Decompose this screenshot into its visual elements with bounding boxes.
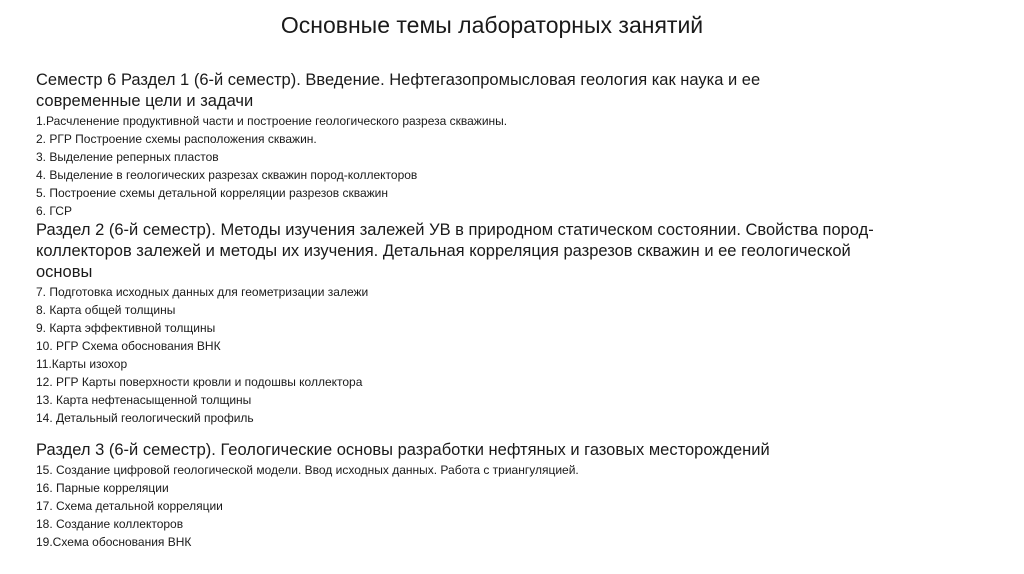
list-item: 2. РГР Построение схемы расположения скважин. — [36, 132, 317, 146]
list-item: 12. РГР Карты поверхности кровли и подошвы коллектора — [36, 375, 363, 389]
topic-list — [36, 283, 936, 427]
list-item: 6. ГСР — [36, 204, 72, 218]
list-item: 3. Выделение реперных пластов — [36, 150, 219, 164]
list-item: 14. Детальный геологический профиль — [36, 411, 254, 425]
section-heading — [36, 440, 936, 461]
list-item: 18. Создание коллекторов — [36, 517, 184, 531]
list-item: 17. Схема детальной корреляции — [36, 499, 223, 513]
section-heading — [36, 70, 936, 112]
list-item: 16. Парные корреляции — [36, 481, 169, 495]
list-item: 5. Построение схемы детальной корреляции разрезов скважин — [36, 186, 389, 200]
list-item: 11.Карты изохор — [36, 357, 128, 371]
topic-list — [36, 461, 936, 551]
list-item: 15. Создание цифровой геологической модели. Ввод исходных данных. Работа с триангуляцией. — [36, 463, 579, 477]
section-2 — [36, 220, 936, 427]
section-heading-line: Раздел 3 (6-й семестр). Геологические основы разработки нефтяных и газовых месторождений — [36, 441, 770, 459]
section-3 — [36, 440, 936, 551]
section-heading-line: Раздел 2 (6-й семестр). Методы изучения залежей УВ в природном статическом состоянии. Свойства пород- — [36, 221, 874, 239]
list-item: 19.Схема обоснования ВНК — [36, 535, 192, 549]
list-item: 4. Выделение в геологических разрезах скважин пород-коллекторов — [36, 168, 418, 182]
page-title: Основные темы лабораторных занятий — [280, 12, 704, 38]
section-heading-line: современные цели и задачи — [36, 92, 254, 110]
list-item: 1.Расчленение продуктивной части и построение геологического разреза скважины. — [36, 114, 508, 128]
list-item: 8. Карта общей толщины — [36, 303, 176, 317]
topic-list — [36, 112, 936, 220]
section-heading — [36, 220, 936, 283]
list-item: 13. Карта нефтенасыщенной толщины — [36, 393, 252, 407]
section-heading-line: коллекторов залежей и методы их изучения. Детальная корреляция разрезов скважин и ее геологической — [36, 242, 851, 260]
list-item: 7. Подготовка исходных данных для геометризации залежи — [36, 285, 369, 299]
list-item: 10. РГР Схема обоснования ВНК — [36, 339, 221, 353]
section-heading-line: Семестр 6 Раздел 1 (6-й семестр). Введение. Нефтегазопромысловая геология как наука и ее — [36, 71, 761, 89]
section-heading-line: основы — [36, 263, 93, 281]
list-item: 9. Карта эффективной толщины — [36, 321, 216, 335]
section-1 — [36, 70, 936, 220]
